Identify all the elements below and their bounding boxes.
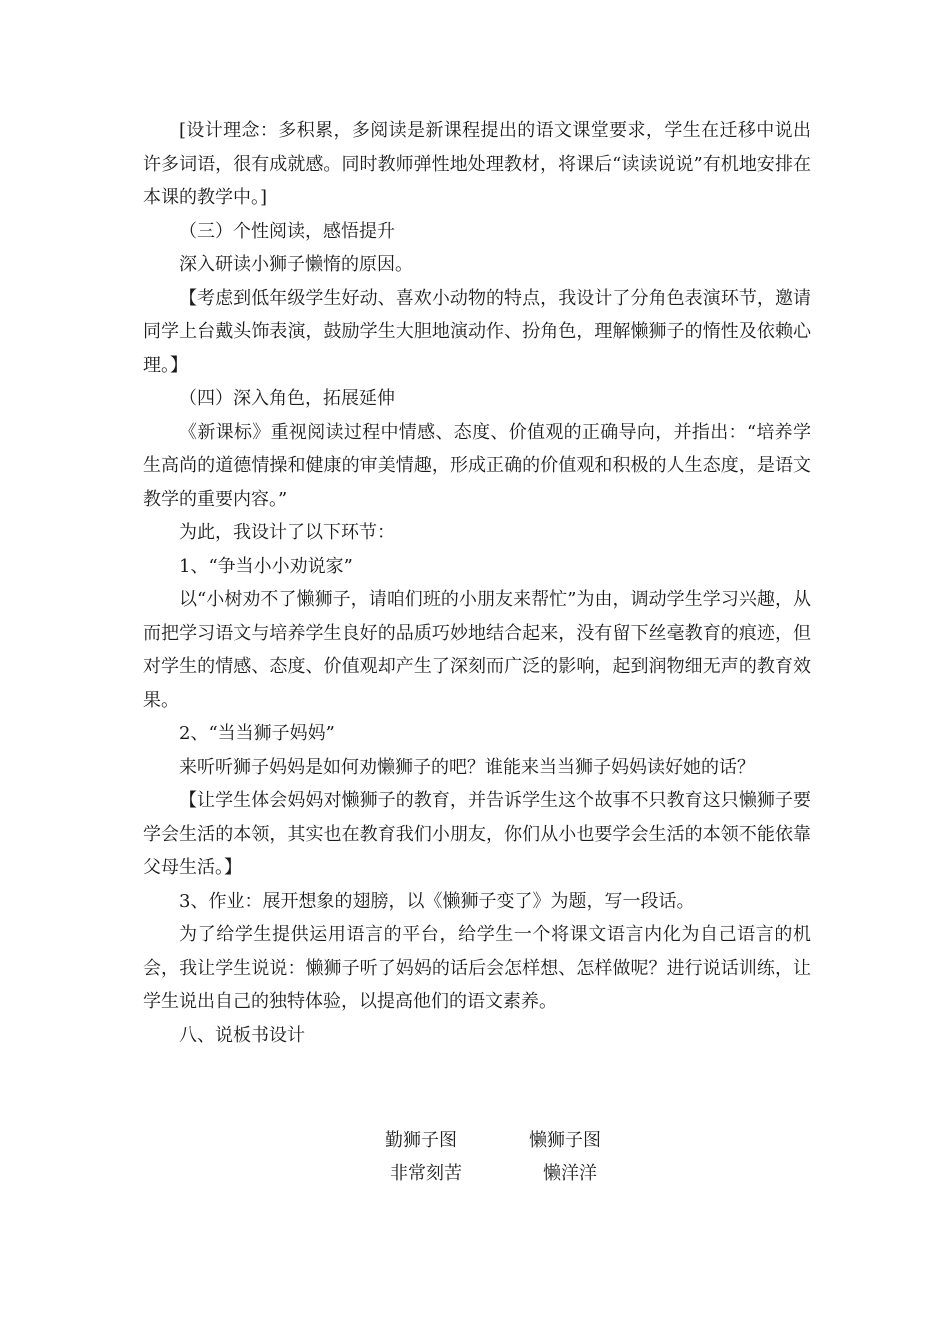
body-paragraph: 来听听狮子妈妈是如何劝懒狮子的吧？谁能来当当狮子妈妈读好她的话？ <box>179 756 755 778</box>
design-concept-paragraph: [设计理念：多积累，多阅读是新课程提出的语文课堂要求，学生在迁移中说出许多词语，很有成就感。同时教师弹性地处理教材，将课后“读读说说”有机地安排在本课的教学中。] <box>143 120 811 208</box>
board-right-desc: 懒洋洋 <box>543 1163 597 1184</box>
section-heading-three: （三）个性阅读，感悟提升 <box>179 220 395 242</box>
document-body <box>143 114 811 1052</box>
section-heading-eight: 八、说板书设计 <box>179 1024 305 1046</box>
note-paragraph: 【让学生体会妈妈对懒狮子的教育，并告诉学生这个故事不只教育这只懒狮子要学会生活的本领，其实也在教育我们小朋友，你们从小也要学会生活的本领不能依靠父母生活。】 <box>143 790 811 878</box>
board-left-title: 勤狮子图 <box>385 1130 457 1151</box>
body-paragraph: 深入研读小狮子懒惰的原因。 <box>179 254 413 275</box>
note-paragraph: 【考虑到低年级学生好动、喜欢小动物的特点，我设计了分角色表演环节，邀请同学上台戴头饰表演，鼓励学生大胆地演动作、扮角色，理解懒狮子的惰性及依赖心理。】 <box>143 287 811 376</box>
list-item-heading: 2、“当当狮子妈妈” <box>179 723 335 744</box>
board-right-title: 懒狮子图 <box>529 1130 601 1151</box>
body-paragraph: 为此，我设计了以下环节： <box>179 522 395 543</box>
list-item-heading: 1、“争当小小劝说家” <box>179 555 353 577</box>
body-paragraph: 《新课标》重视阅读过程中情感、态度、价值观的正确导向，并指出：“培养学生高尚的道德情操和健康的审美情趣，形成正确的价值观和积极的人生态度，是语文教学的重要内容。” <box>143 421 811 510</box>
body-paragraph: 为了给学生提供运用语言的平台，给学生一个将课文语言内化为自己语言的机会，我让学生说说：懒狮子听了妈妈的话后会怎样想、怎样做呢？进行说话训练，让学生说出自己的独特体验，以提高他们的语文素养。 <box>143 924 811 1012</box>
list-item-heading: 3、作业：展开想象的翅膀，以《懒狮子变了》为题，写一段话。 <box>179 890 695 912</box>
section-heading-four: （四）深入角色，拓展延伸 <box>179 388 395 409</box>
board-desc-row <box>0 1157 950 1190</box>
board-left-desc: 非常刻苦 <box>390 1163 462 1184</box>
body-paragraph: 以“小树劝不了懒狮子，请咱们班的小朋友来帮忙”为由，调动学生学习兴趣，从而把学习语文与培养学生良好的品质巧妙地结合起来，没有留下丝毫教育的痕迹，但对学生的情感、态度、价值观却产生了深刻而广泛的影响，起到润物细无声的教育效果。 <box>143 589 811 711</box>
blackboard-design <box>0 1124 950 1190</box>
board-title-row <box>0 1124 950 1157</box>
